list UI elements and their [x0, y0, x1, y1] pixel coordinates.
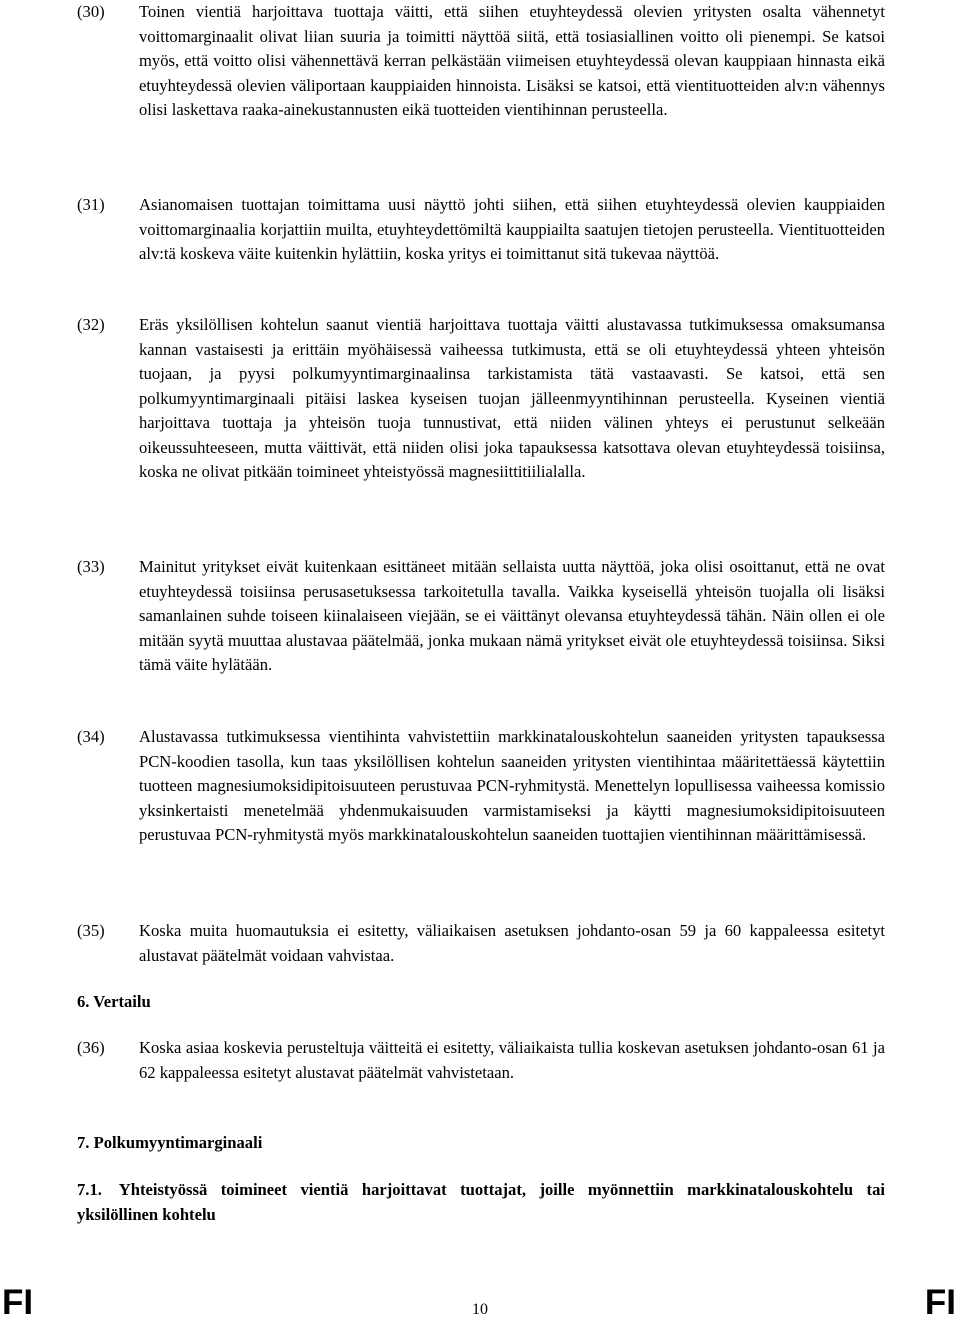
paragraph-number: (30): [77, 2, 105, 21]
section-heading-number: 7.1.: [77, 1180, 102, 1199]
paragraph-text: Asianomaisen tuottajan toimittama uusi näyttö johti siihen, että siihen etuyhteydessä olevien kauppiaiden voittomarginaalia korjattiin muilta, etuyhteydettömiltä kauppiailta saatujen tietojen perusteella. Vientituotteiden alv:tä koskeva väite kuitenkin hylättiin, koska yritys ei toimittanut sitä tukevaa näyttöä.: [139, 195, 885, 263]
footer-language-right: FI: [924, 1283, 956, 1322]
paragraph-31: [77, 193, 885, 267]
section-heading-7-1: [77, 1178, 885, 1227]
paragraph-30: [77, 0, 885, 123]
paragraph-text: Koska asiaa koskevia perusteltuja väitteitä ei esitetty, väliaikaista tullia koskevan asetuksen johdanto-osan 61 ja 62 kappaleessa esitetyt alustavat päätelmät vahvistetaan.: [139, 1038, 885, 1082]
paragraph-33: [77, 555, 885, 678]
section-heading-title: Yhteistyössä toimineet vientiä harjoittavat tuottajat, joille myönnettiin markkinatalouskohtelu tai yksilöllinen kohtelu: [77, 1180, 885, 1224]
paragraph-text: Toinen vientiä harjoittava tuottaja väitti, että siihen etuyhteydessä olevien yritysten osalta vähennetyt voittomarginaalit olivat liian suuria ja toimitti näyttöä siitä, että tosiasiallinen voitto oli pienempi. Se katsoi myös, että voitto olisi vähennettävä kerran pelkästään viimeisen etuyhteydessä olevan kauppiaan hinnasta eikä etuyhteydessä olevien väliportaan kauppiaiden hinnoista. Lisäksi se katsoi, että vientituotteiden alv:n vähennys olisi laskettava raaka-ainekustannusten eikä tuotteiden vientihinnan perusteella.: [139, 2, 885, 119]
paragraph-35: [77, 919, 885, 968]
paragraph-text: Mainitut yritykset eivät kuitenkaan esittäneet mitään sellaista uutta näyttöä, joka olisi osoittanut, että ne ovat etuyhteydessä toisiinsa perusasetuksessa tarkoitetulla tavalla. Vaikka kyseisellä yhteisön tuojalla oli lisäksi samanlainen suhde toiseen kiinalaiseen viejään, se ei väittänyt olevansa etuyhteydessä tähän. Näin ollen ei ole mitään syytä muuttaa alustavaa päätelmää, jonka mukaan nämä yritykset eivät ole etuyhteydessä toisiinsa. Siksi tämä väite hylätään.: [139, 557, 885, 674]
paragraph-number: (36): [77, 1038, 105, 1057]
footer-language-left: FI: [2, 1283, 34, 1322]
section-heading-7: 7. Polkumyyntimarginaali: [77, 1133, 263, 1152]
paragraph-text: Alustavassa tutkimuksessa vientihinta vahvistettiin markkinatalouskohtelun saaneiden yritysten tapauksessa PCN-koodien tasolla, kun taas yksilöllisen kohtelun saaneiden yritysten vientihintaa määritettäessä käytettiin tuotteen magnesiumoksidipitoisuuteen perustuvaa PCN-ryhmitystä. Menettelyn lopullisessa vaiheessa komissio yksinkertaisti menetelmää yhdenmukaisuuden varmistamiseksi ja käytti magnesiumoksidipitoisuuteen perustuvaa PCN-ryhmitystä myös markkinatalouskohtelun saaneiden tuottajien vientihinnan määrittämisessä.: [139, 727, 885, 844]
paragraph-number: (32): [77, 315, 105, 334]
paragraph-number: (34): [77, 727, 105, 746]
paragraph-36: [77, 1036, 885, 1085]
paragraph-number: (33): [77, 557, 105, 576]
paragraph-text: Eräs yksilöllisen kohtelun saanut vientiä harjoittava tuottaja väitti alustavassa tutkimuksessa omaksumansa kannan vastaisesti ja erittäin myöhäisessä vaiheessa tutkimusta, että se oli etuyhteydessä yhteen yhteisön tuojaan, ja pyysi polkumyyntimarginaalinsa tarkistamista tätä vastaavasti. Se katsoi, että sen polkumyyntimarginaali pitäisi laskea kyseisen tuojan jälleenmyyntihinnan perusteella. Kyseinen vientiä harjoittava tuottaja ja yhteisön tuoja tunnustivat, että niiden välinen yhteys ei perustunut selkeään oikeussuhteeseen, mutta väittivät, että niiden olisi joka tapauksessa katsottava olevan etuyhteydessä toisiinsa, koska ne olivat pitkään toimineet yhteistyössä magnesiittitiilialalla.: [139, 315, 885, 481]
paragraph-32: [77, 313, 885, 485]
page-number: 10: [472, 1301, 488, 1318]
paragraph-34: [77, 725, 885, 848]
paragraph-text: Koska muita huomautuksia ei esitetty, väliaikaisen asetuksen johdanto-osan 59 ja 60 kappaleessa esitetyt alustavat päätelmät voidaan vahvistaa.: [139, 921, 885, 965]
paragraph-number: (31): [77, 195, 105, 214]
section-heading-6: 6. Vertailu: [77, 992, 151, 1011]
paragraph-number: (35): [77, 921, 105, 940]
